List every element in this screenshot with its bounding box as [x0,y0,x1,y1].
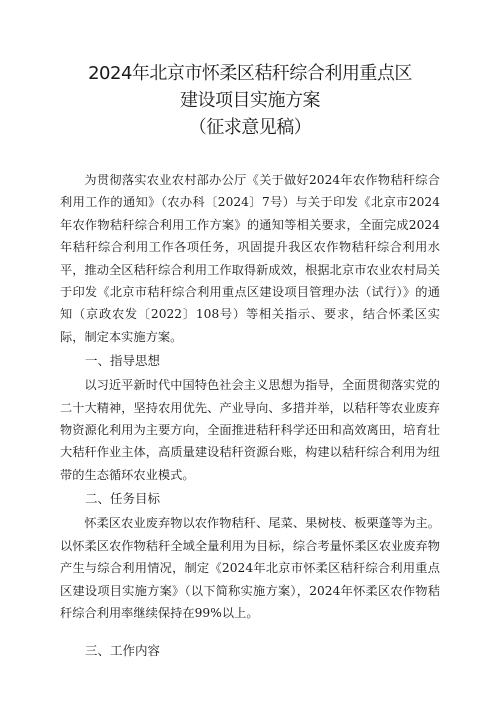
title-line-2: 建设项目实施方案 [180,90,320,111]
document-title [60,60,440,141]
section-body-guiding-ideology: 以习近平新时代中国特色社会主义思想为指导，全面贯彻落实党的二十大精神，坚持农用优先、产业导向、多措并举，以秸秆等农业废弃物资源化利用为主要方向，全面推进秸秆科学还田和高效离田，培育壮大秸秆作业主体，高质量建设秸秆资源台账，构建以秸秆综合利用为纽带的生态循环农业模式。 [60,378,440,482]
section-body-task-goals: 怀柔区农业废弃物以农作物秸秆、尾菜、果树枝、板栗蓬等为主。以怀柔区农作物秸秆全域全量利用为目标，综合考量怀柔区农业废弃物产生与综合利用情况，制定《2024年北京市怀柔区秸秆综合利用重点区建设项目实施方案》（以下简称实施方案），2024年怀柔区农作物秸秆综合利用率继续保持在99%以上。 [60,516,440,620]
title-line-1: 2024年北京市怀柔区秸秆综合利用重点区 [88,63,412,84]
intro-paragraph: 为贯彻落实农业农村部办公厅《关于做好2024年农作物秸秆综合利用工作的通知》（农办科〔2024〕7号）与关于印发《北京市2024年农作物秸秆综合利用工作方案》的通知等相关要求，全面完成2024年秸秆综合利用工作各项任务，巩固提升我区农作物秸秆综合利用水平，推动全区秸秆综合利用工作取得新成效，根据北京市农业农村局关于印发《北京市秸秆综合利用重点区建设项目管理办法（试行）》的通知（京政农发〔2022〕108号）等相关指示、要求，结合怀柔区实际，制定本实施方案。 [60,173,440,344]
section-heading-task-goals: 二、任务目标 [85,491,161,507]
title-line-3: （征求意见稿） [188,117,312,138]
section-heading-work-content: 三、工作内容 [85,643,161,659]
section-heading-guiding-ideology: 一、指导思想 [85,353,161,369]
